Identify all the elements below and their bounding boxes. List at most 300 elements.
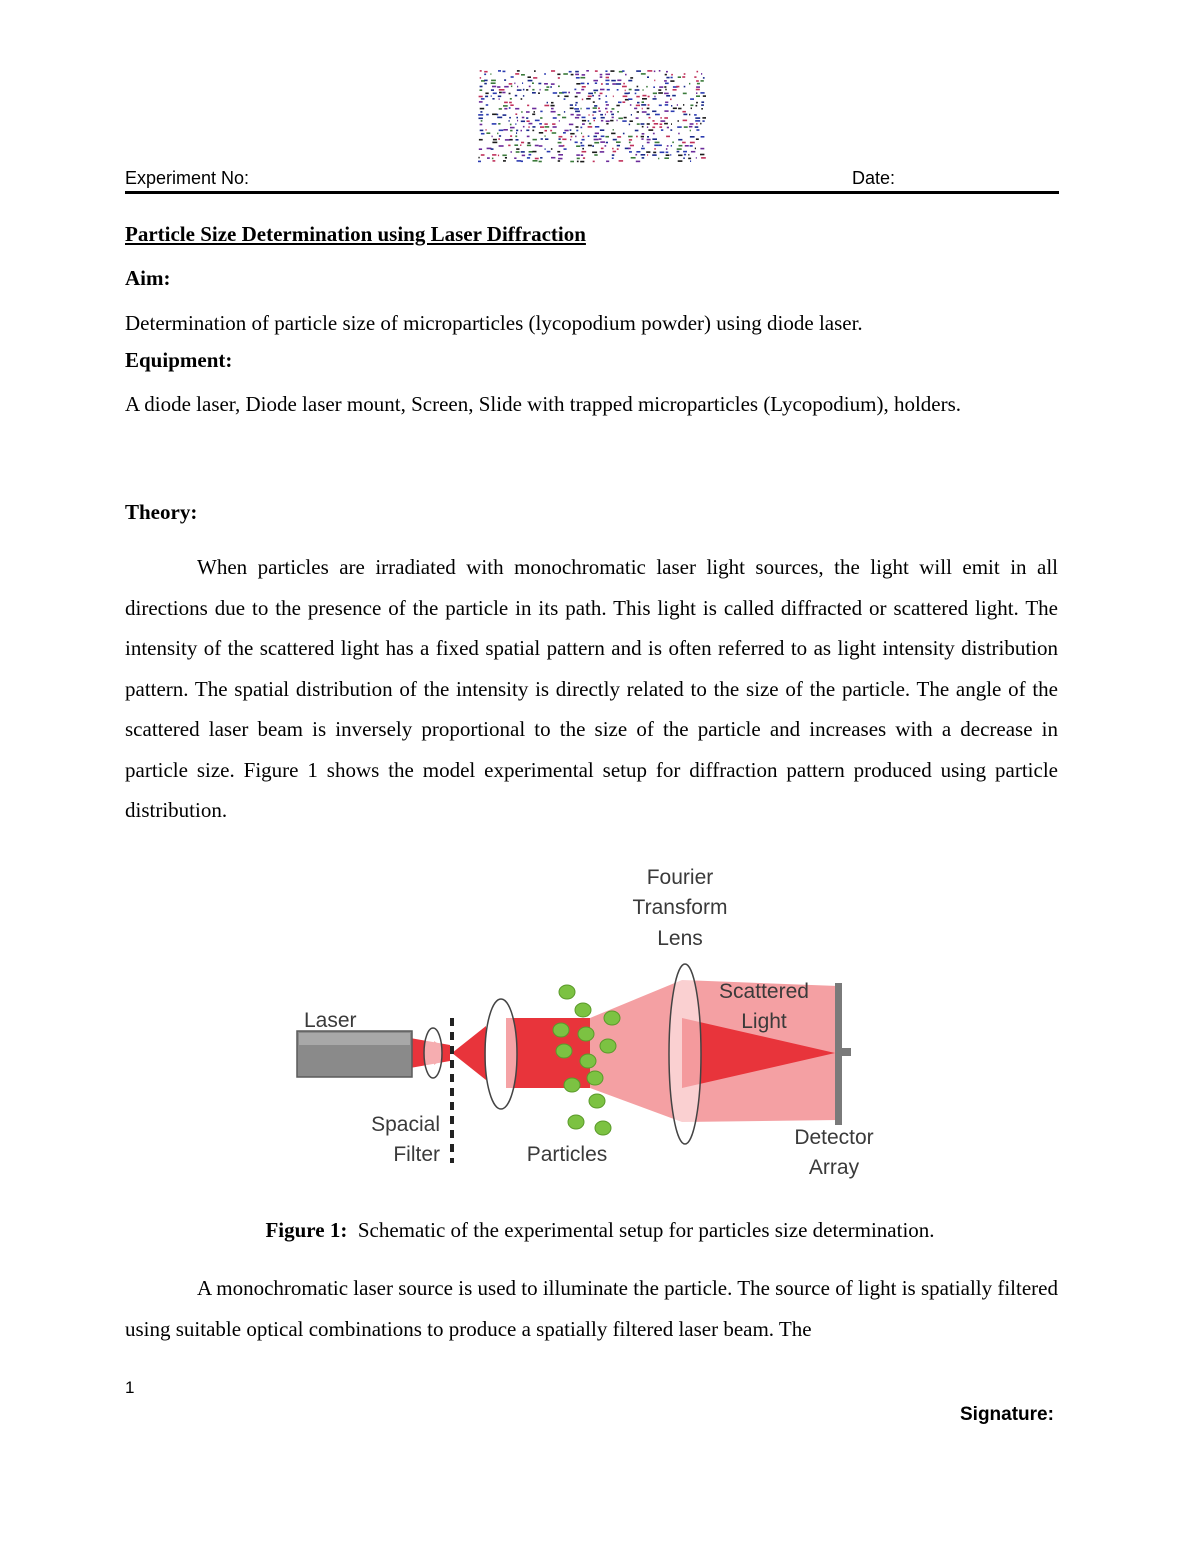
logo-pixel bbox=[606, 120, 610, 122]
logo-pixel bbox=[576, 130, 578, 132]
logo-pixel bbox=[552, 132, 557, 134]
logo-pixel bbox=[569, 124, 573, 126]
logo-pixel bbox=[499, 145, 504, 147]
logo-pixel bbox=[509, 83, 513, 85]
logo-pixel bbox=[509, 120, 510, 122]
logo-pixel bbox=[606, 77, 609, 79]
logo-pixel bbox=[684, 86, 686, 88]
logo-pixel bbox=[658, 158, 659, 160]
logo-pixel bbox=[570, 133, 574, 135]
logo-pixel bbox=[486, 132, 490, 134]
logo-pixel bbox=[678, 133, 680, 135]
logo-pixel bbox=[580, 161, 584, 163]
logo-pixel bbox=[487, 157, 490, 159]
logo-pixel bbox=[612, 108, 615, 110]
logo-pixel bbox=[558, 77, 560, 79]
logo-pixel bbox=[643, 89, 644, 91]
logo-pixel bbox=[515, 136, 517, 138]
logo-pixel bbox=[484, 83, 487, 85]
logo-pixel bbox=[517, 120, 518, 122]
logo-pixel bbox=[653, 133, 655, 135]
logo-pixel bbox=[576, 126, 579, 128]
logo-pixel bbox=[666, 136, 670, 138]
logo-pixel bbox=[611, 114, 614, 116]
logo-pixel bbox=[497, 86, 500, 88]
logo-pixel bbox=[539, 145, 543, 147]
logo-pixel bbox=[527, 157, 530, 159]
logo-pixel bbox=[672, 142, 674, 144]
logo-pixel bbox=[605, 108, 607, 110]
logo-pixel bbox=[625, 90, 626, 92]
fourier-label-line3: Lens bbox=[657, 927, 703, 950]
logo-pixel bbox=[664, 110, 668, 112]
logo-pixel bbox=[601, 117, 605, 119]
laser-label: Laser bbox=[304, 1009, 357, 1032]
logo-pixel bbox=[588, 135, 590, 137]
logo-pixel bbox=[647, 76, 649, 78]
logo-pixel bbox=[654, 96, 655, 98]
logo-pixel bbox=[628, 136, 633, 138]
logo-pixel bbox=[516, 117, 518, 119]
logo-pixel bbox=[516, 132, 517, 134]
logo-pixel bbox=[577, 158, 580, 160]
logo-pixel bbox=[601, 120, 603, 122]
logo-pixel bbox=[635, 154, 637, 156]
logo-pixel bbox=[642, 157, 645, 159]
logo-pixel bbox=[642, 95, 646, 97]
logo-pixel bbox=[610, 70, 614, 72]
logo-pixel bbox=[478, 161, 481, 163]
logo-pixel bbox=[503, 71, 506, 73]
logo-pixel bbox=[532, 114, 535, 116]
logo-pixel bbox=[642, 126, 644, 128]
logo-pixel bbox=[646, 86, 648, 88]
logo-pixel bbox=[606, 123, 608, 125]
logo-pixel bbox=[630, 104, 632, 106]
logo-pixel bbox=[559, 145, 564, 147]
logo-pixel bbox=[701, 73, 702, 75]
scattered-label-line1: Scattered bbox=[719, 980, 809, 1003]
logo-pixel bbox=[594, 120, 596, 122]
logo-pixel bbox=[600, 89, 605, 91]
logo-pixel bbox=[498, 70, 501, 72]
logo-pixel bbox=[617, 89, 619, 91]
detector-label-line1: Detector bbox=[794, 1126, 874, 1149]
logo-pixel bbox=[510, 135, 512, 137]
logo-pixel bbox=[526, 111, 530, 113]
logo-pixel bbox=[522, 155, 525, 157]
particle bbox=[553, 1023, 569, 1037]
logo-pixel bbox=[484, 71, 487, 73]
logo-pixel bbox=[595, 133, 599, 135]
logo-pixel bbox=[683, 120, 688, 122]
logo-pixel bbox=[642, 101, 645, 103]
logo-pixel bbox=[593, 80, 598, 82]
logo-pixel bbox=[594, 105, 597, 107]
particle bbox=[564, 1078, 580, 1092]
logo-pixel bbox=[580, 127, 582, 129]
logo-pixel bbox=[670, 129, 672, 131]
logo-pixel bbox=[570, 108, 574, 110]
logo-pixel bbox=[510, 127, 515, 129]
particle bbox=[604, 1011, 620, 1025]
logo-pixel bbox=[509, 117, 511, 119]
logo-pixel bbox=[528, 80, 533, 82]
particle bbox=[600, 1039, 616, 1053]
logo-pixel bbox=[557, 74, 560, 76]
logo-pixel bbox=[677, 148, 682, 150]
logo-pixel bbox=[551, 70, 555, 72]
logo-pixel bbox=[516, 151, 520, 153]
logo-pixel bbox=[540, 89, 541, 91]
logo-pixel bbox=[689, 114, 690, 116]
logo-pixel bbox=[594, 142, 599, 144]
logo-pixel bbox=[491, 148, 494, 150]
particle bbox=[568, 1115, 584, 1129]
theory-paragraph-2-text: A monochromatic laser source is used to illuminate the particle. The source of light is spatially filtered using suitable optical combinations to produce a spatially filtered laser beam. The bbox=[125, 1276, 1058, 1341]
logo-pixel bbox=[538, 83, 541, 85]
logo-pixel bbox=[582, 148, 584, 150]
logo-pixel bbox=[563, 73, 568, 75]
logo-pixel bbox=[592, 152, 597, 154]
logo-pixel bbox=[696, 129, 699, 131]
logo-pixel bbox=[696, 80, 699, 82]
logo-pixel bbox=[605, 101, 607, 103]
logo-pixel bbox=[553, 92, 557, 94]
logo-pixel bbox=[517, 86, 518, 88]
logo-pixel bbox=[592, 95, 594, 97]
logo-pixel bbox=[587, 83, 589, 85]
experiment-number-label: Experiment No: bbox=[125, 168, 250, 188]
logo-pixel bbox=[677, 126, 682, 128]
logo-pixel bbox=[586, 108, 590, 110]
logo-pixel bbox=[679, 145, 683, 147]
logo-pixel bbox=[677, 104, 678, 106]
logo-pixel bbox=[480, 124, 483, 126]
logo-pixel bbox=[606, 161, 609, 163]
logo-pixel bbox=[582, 99, 583, 101]
logo-pixel bbox=[559, 136, 563, 138]
logo-pixel bbox=[599, 98, 601, 100]
logo-pixel bbox=[504, 79, 506, 81]
logo-pixel bbox=[666, 77, 669, 79]
logo-pixel bbox=[641, 123, 645, 125]
logo-pixel bbox=[545, 126, 550, 128]
logo-pixel bbox=[683, 93, 687, 95]
collimating-lens bbox=[485, 999, 517, 1109]
particle bbox=[556, 1044, 572, 1058]
logo-pixel bbox=[577, 114, 581, 116]
logo-pixel bbox=[613, 96, 614, 98]
logo-pixel bbox=[631, 157, 636, 159]
logo-pixel bbox=[522, 82, 523, 84]
logo-pixel bbox=[593, 111, 597, 113]
logo-pixel bbox=[582, 120, 586, 122]
logo-pixel bbox=[641, 154, 646, 156]
logo-pixel bbox=[517, 160, 522, 162]
logo-pixel bbox=[628, 98, 632, 100]
date-label: Date: bbox=[852, 168, 896, 188]
logo-pixel bbox=[576, 154, 580, 156]
figure-caption-label: Figure 1: bbox=[265, 1218, 348, 1242]
logo-pixel bbox=[492, 114, 497, 116]
logo-pixel bbox=[606, 74, 611, 76]
logo-pixel bbox=[498, 96, 501, 98]
diverging-beam bbox=[452, 1026, 486, 1080]
logo-pixel bbox=[521, 130, 523, 132]
logo-pixel bbox=[683, 157, 685, 159]
logo-pixel bbox=[655, 142, 660, 144]
logo-pixel bbox=[529, 154, 532, 156]
figure-caption-text: Schematic of the experimental setup for particles size determination. bbox=[357, 1218, 935, 1242]
logo-pixel bbox=[660, 123, 663, 125]
logo-pixel bbox=[493, 160, 496, 162]
logo-pixel bbox=[696, 86, 700, 88]
logo-pixel bbox=[498, 138, 500, 140]
logo-pixel bbox=[689, 126, 693, 128]
logo-pixel bbox=[701, 108, 703, 110]
logo-pixel bbox=[538, 92, 540, 94]
logo-pixel bbox=[523, 89, 525, 91]
logo-pixel bbox=[544, 123, 547, 125]
logo-pixel bbox=[529, 151, 533, 153]
logo-pixel bbox=[689, 83, 690, 85]
logo-pixel bbox=[492, 142, 497, 144]
logo-pixel bbox=[521, 74, 525, 76]
logo-pixel bbox=[671, 123, 672, 125]
logo-pixel bbox=[558, 158, 562, 160]
logo-pixel bbox=[617, 148, 619, 150]
logo-pixel bbox=[678, 139, 682, 141]
logo-pixel bbox=[658, 145, 662, 147]
logo-pixel bbox=[532, 151, 536, 153]
logo-pixel bbox=[575, 136, 576, 138]
logo-pixel bbox=[521, 121, 525, 123]
logo-pixel bbox=[499, 108, 502, 110]
logo-pixel bbox=[544, 73, 546, 75]
logo-pixel bbox=[558, 86, 560, 88]
logo-pixel bbox=[646, 151, 650, 153]
detector-center-element bbox=[835, 1048, 851, 1056]
logo-pixel bbox=[654, 123, 658, 125]
logo-pixel bbox=[701, 101, 704, 103]
logo-pixel bbox=[499, 89, 503, 91]
logo-pixel bbox=[577, 161, 579, 163]
page-number: 1 bbox=[125, 1378, 135, 1397]
logo-pixel bbox=[694, 114, 697, 116]
logo-pixel bbox=[551, 108, 554, 110]
logo-pixel bbox=[623, 133, 625, 135]
logo-pixel bbox=[499, 135, 501, 137]
equipment-text: A diode laser, Diode laser mount, Screen, Slide with trapped microparticles (Lycopodium), holders. bbox=[125, 392, 962, 416]
logo-pixel bbox=[605, 114, 606, 116]
logo-pixel bbox=[599, 138, 602, 140]
logo-pixel bbox=[581, 83, 585, 85]
logo-pixel bbox=[588, 93, 593, 95]
logo-pixel bbox=[654, 148, 656, 150]
logo-pixel bbox=[564, 148, 567, 150]
logo-pixel bbox=[700, 123, 701, 125]
logo-pixel bbox=[520, 144, 521, 146]
logo-pixel bbox=[629, 124, 630, 126]
logo-pixel bbox=[700, 148, 704, 150]
logo-pixel bbox=[671, 105, 672, 107]
logo-pixel bbox=[678, 108, 681, 110]
logo-pixel bbox=[637, 123, 640, 125]
logo-pixel bbox=[510, 104, 513, 106]
logo-pixel bbox=[526, 130, 529, 132]
theory-paragraph-1-text: When particles are irradiated with monochromatic laser light sources, the light will emit in all directions due to the presence of the particle in its path. This light is called diffracted or scattered light. The intensity of the scattered light has a fixed spatial pattern and is often referred to as light intensity distribution pattern. The spatial distribution of the intensity is directly related to the size of the particle. The angle of the scattered laser beam is inversely proportional to the size of the particle and increases with a decrease in particle size. Figure 1 shows the model experimental setup for diffraction pattern produced using particle distribution. bbox=[125, 555, 1058, 822]
logo-pixel bbox=[571, 74, 574, 76]
logo-pixel bbox=[647, 123, 650, 125]
logo-pixel bbox=[647, 139, 651, 141]
logo-pixel bbox=[617, 136, 621, 138]
logo-pixel bbox=[492, 158, 494, 160]
spacial-filter-label-line1: Spacial bbox=[371, 1113, 440, 1136]
spacial-filter-label-line2: Filter bbox=[393, 1143, 440, 1166]
logo-pixel bbox=[702, 117, 706, 119]
logo-pixel bbox=[690, 145, 693, 147]
logo-pixel bbox=[492, 86, 496, 88]
logo-pixel bbox=[480, 70, 482, 72]
logo-pixel bbox=[522, 117, 525, 119]
institution-logo bbox=[478, 70, 706, 166]
logo-pixel bbox=[580, 142, 582, 144]
logo-pixel bbox=[497, 133, 498, 135]
logo-pixel bbox=[492, 154, 496, 156]
logo-pixel bbox=[684, 154, 686, 156]
logo-pixel bbox=[629, 92, 630, 94]
logo-pixel bbox=[594, 136, 598, 138]
logo-pixel bbox=[499, 130, 504, 132]
logo-pixel bbox=[527, 145, 531, 147]
particle bbox=[595, 1121, 611, 1135]
logo-pixel bbox=[703, 77, 705, 79]
logo-pixel bbox=[532, 89, 534, 91]
logo-pixel bbox=[649, 117, 651, 119]
logo-pixel bbox=[514, 157, 516, 159]
logo-pixel bbox=[515, 108, 519, 110]
logo-pixel bbox=[563, 132, 566, 134]
logo-pixel bbox=[582, 123, 585, 125]
logo-pixel bbox=[529, 86, 531, 88]
logo-pixel bbox=[528, 126, 529, 128]
logo-pixel bbox=[606, 83, 609, 85]
logo-pixel bbox=[503, 114, 507, 116]
logo-pixel bbox=[574, 89, 576, 91]
logo-pixel bbox=[480, 86, 483, 88]
logo-pixel bbox=[540, 126, 544, 128]
logo-pixel bbox=[502, 155, 506, 157]
logo-pixel bbox=[570, 161, 574, 163]
logo-pixel bbox=[528, 142, 531, 144]
logo-pixel bbox=[551, 148, 553, 150]
logo-pixel bbox=[700, 154, 704, 156]
particle bbox=[580, 1054, 596, 1068]
logo-pixel bbox=[504, 102, 508, 104]
logo-pixel bbox=[499, 98, 500, 100]
logo-pixel bbox=[594, 154, 597, 156]
header-rule bbox=[125, 191, 1059, 194]
logo-pixel bbox=[612, 148, 614, 150]
logo-pixel bbox=[684, 73, 686, 75]
logo-pixel bbox=[532, 126, 535, 128]
logo-pixel bbox=[673, 108, 677, 110]
logo-pixel bbox=[539, 123, 542, 125]
logo-pixel bbox=[623, 83, 625, 85]
logo-pixel bbox=[517, 70, 520, 72]
logo-pixel bbox=[642, 145, 643, 147]
logo-pixel bbox=[481, 154, 485, 156]
logo-pixel bbox=[628, 148, 631, 150]
logo-pixel bbox=[634, 108, 637, 110]
logo-pixel bbox=[629, 139, 632, 141]
logo-pixel bbox=[582, 117, 586, 119]
logo-pixel bbox=[648, 104, 650, 106]
logo-pixel bbox=[574, 108, 579, 110]
logo-pixel bbox=[647, 154, 648, 156]
logo-pixel bbox=[622, 86, 627, 88]
logo-pixel bbox=[618, 102, 622, 104]
logo-pixel bbox=[497, 117, 502, 119]
logo-pixel bbox=[652, 120, 654, 122]
figure-caption bbox=[0, 1218, 1200, 1243]
logo-pixel bbox=[600, 76, 603, 78]
logo-pixel bbox=[673, 89, 677, 91]
logo-pixel bbox=[665, 83, 669, 85]
logo-pixel bbox=[659, 70, 661, 72]
logo-pixel bbox=[648, 129, 653, 131]
logo-pixel bbox=[523, 95, 524, 97]
logo-pixel bbox=[670, 154, 671, 156]
logo-pixel bbox=[521, 142, 524, 144]
logo-pixel bbox=[479, 148, 482, 150]
logo-pixel bbox=[696, 102, 698, 104]
logo-pixel bbox=[592, 145, 594, 147]
logo-pixel bbox=[551, 105, 555, 107]
logo-pixel bbox=[571, 136, 573, 138]
logo-pixel bbox=[600, 114, 603, 116]
detector-label-line2: Array bbox=[808, 1156, 860, 1179]
logo-pixel bbox=[665, 102, 668, 104]
logo-pixel bbox=[612, 117, 614, 119]
logo-pixel bbox=[646, 114, 649, 116]
logo-pixel bbox=[576, 102, 578, 104]
logo-pixel bbox=[665, 74, 667, 76]
theory-heading: Theory: bbox=[125, 500, 198, 524]
logo-pixel bbox=[664, 80, 667, 82]
logo-pixel bbox=[700, 92, 704, 94]
logo-pixel bbox=[636, 151, 640, 153]
logo-pixel bbox=[479, 96, 483, 98]
logo-pixel bbox=[696, 157, 697, 159]
logo-pixel bbox=[499, 92, 502, 94]
logo-pixel bbox=[695, 120, 700, 122]
logo-pixel bbox=[696, 105, 698, 107]
logo-pixel bbox=[564, 130, 568, 132]
logo-pixel bbox=[622, 120, 626, 122]
logo-pixel bbox=[540, 111, 542, 113]
logo-pixel bbox=[569, 71, 572, 73]
logo-pixel bbox=[540, 157, 542, 159]
aim-text: Determination of particle size of microparticles (lycopodium powder) using diode laser. bbox=[125, 311, 863, 335]
logo-pixel bbox=[616, 141, 621, 143]
logo-pixel bbox=[532, 108, 536, 110]
logo-pixel bbox=[491, 89, 494, 91]
logo-pixel bbox=[539, 161, 542, 163]
logo-pixel bbox=[562, 92, 567, 94]
logo-pixel bbox=[678, 155, 682, 157]
